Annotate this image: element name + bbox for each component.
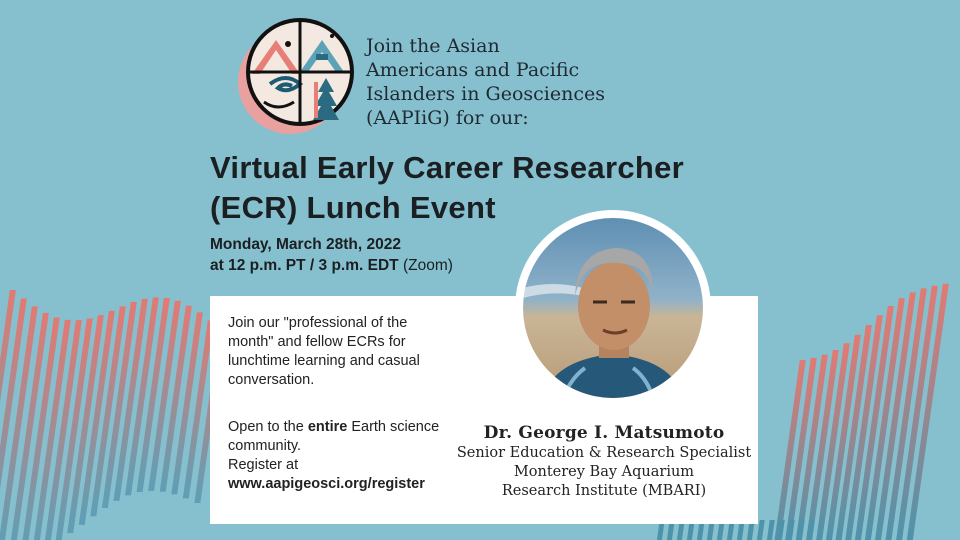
intro-line: Join the Asian [366,35,500,57]
speaker-photo [515,210,711,406]
intro-line: (AAPIiG) for our: [366,107,529,129]
audience-info: Open to the entire Earth science community. Register at www.aapigeosci.org/register [228,419,440,492]
aapig-logo [230,14,360,140]
decorative-stripe [757,520,765,540]
emphasis-text: entire [307,419,348,435]
event-title-line: (ECR) Lunch Event [210,190,496,225]
decorative-stripe [767,520,775,540]
register-link[interactable]: www.aapigeosci.org/register [228,476,425,492]
event-title [210,148,770,228]
register-label: Register at [228,457,299,473]
speaker-org: Research Institute (MBARI) [501,483,707,499]
event-datetime [210,234,530,276]
event-title-line: Virtual Early Career Researcher [210,150,685,185]
speaker-info [454,422,754,501]
intro-line: Americans and Pacific [366,59,580,81]
speaker-name: Dr. George I. Matsumoto [483,423,725,443]
event-time: at 12 p.m. PT / 3 p.m. EDT [210,257,399,274]
event-description: Join our "professional of the month" and fellow ECRs for lunchtime learning and casual conversation. [228,315,420,388]
event-date: Monday, March 28th, 2022 [210,236,401,253]
speaker-org: Monterey Bay Aquarium [513,464,695,480]
speaker-role: Senior Education & Research Specialist [456,445,752,461]
event-platform: (Zoom) [402,257,453,274]
intro-text [366,34,686,130]
intro-line: Islanders in Geosciences [366,83,605,105]
